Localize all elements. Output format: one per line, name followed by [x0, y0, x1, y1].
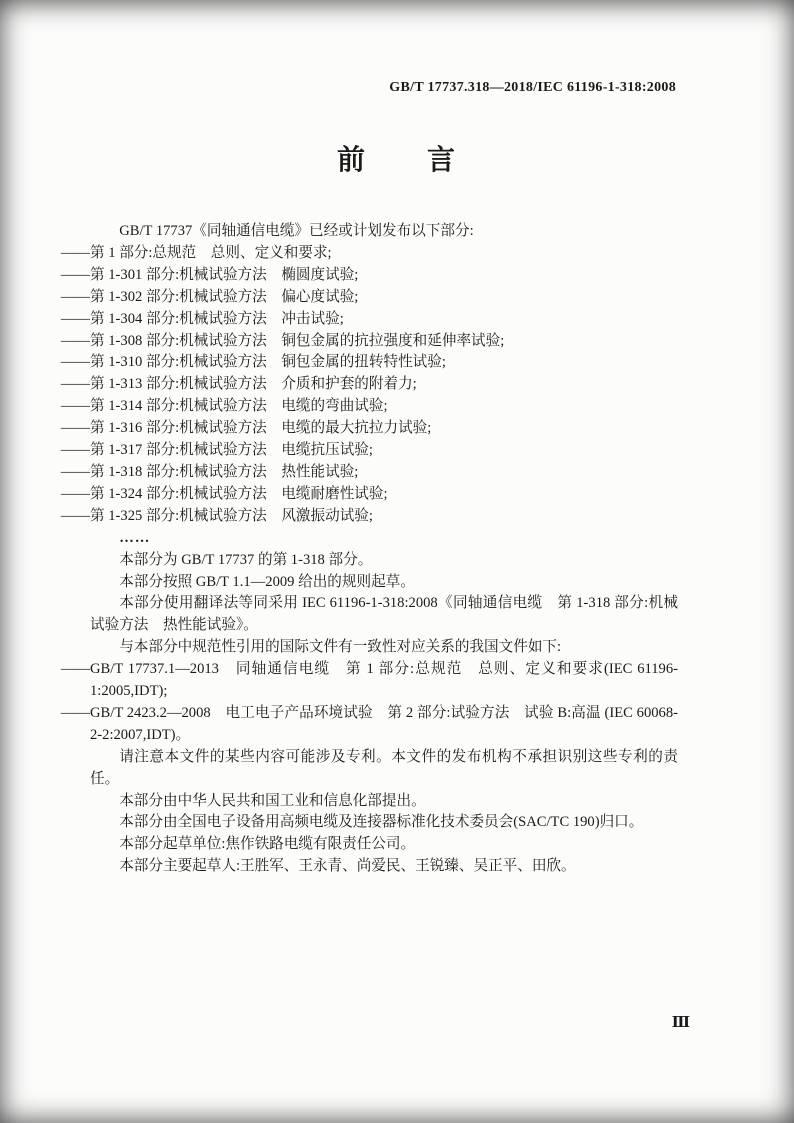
paragraph-drafting-rules: 本部分按照 GB/T 1.1—2009 给出的规则起草。 [119, 573, 415, 590]
paragraph-translation: 本部分使用翻译法等同采用 IEC 61196-1-318:2008《同轴通信电缆 第 1-318 部分:机械试验方法 热性能试验》。 [90, 595, 678, 634]
paragraph-patent-notice: 请注意本文件的某些内容可能涉及专利。本文件的发布机构不承担识别这些专利的责任。 [90, 748, 678, 787]
list-item-part-1-324: ——第 1-324 部分:机械试验方法 电缆耐磨性试验; [60, 485, 388, 502]
ellipsis-line: …… [119, 529, 151, 546]
list-item-part-1-302: ——第 1-302 部分:机械试验方法 偏心度试验; [60, 288, 359, 305]
paragraph-main-drafters: 本部分主要起草人:王胜军、王永青、尚爱民、王锐臻、吴正平、田欣。 [119, 858, 576, 875]
list-item-part-1-313: ——第 1-313 部分:机械试验方法 介质和护套的附着力; [60, 376, 417, 393]
list-item-part-1-308: ——第 1-308 部分:机械试验方法 铜包金属的抗拉强度和延伸率试验; [60, 332, 505, 349]
document-body [60, 221, 678, 878]
list-item-part-1-325: ——第 1-325 部分:机械试验方法 风激振动试验; [60, 507, 373, 524]
reference-item-gbt-17737-1: ——GB/T 17737.1—2013 同轴通信电缆 第 1 部分:总规范 总则、定义和要求(IEC 61196-1:2005,IDT); [60, 661, 678, 700]
list-item-part-1-301: ——第 1-301 部分:机械试验方法 椭圆度试验; [60, 266, 359, 283]
list-item-part-1-317: ——第 1-317 部分:机械试验方法 电缆抗压试验; [60, 442, 373, 459]
paragraph-centralized-by: 本部分由全国电子设备用高频电缆及连接器标准化技术委员会(SAC/TC 190)归口。 [119, 814, 644, 831]
reference-item-gbt-2423-2: ——GB/T 2423.2—2008 电工电子产品环境试验 第 2 部分:试验方法 试验 B:高温 (IEC 60068-2-2:2007,IDT)。 [60, 704, 678, 743]
page-number: Ⅲ [671, 1015, 690, 1031]
page-title: 前 言 [336, 145, 457, 176]
standard-code-header: GB/T 17737.318—2018/IEC 61196-1-318:2008 [389, 80, 676, 95]
paragraph-proposed-by: 本部分由中华人民共和国工业和信息化部提出。 [119, 792, 426, 809]
list-item-part-1: ——第 1 部分:总规范 总则、定义和要求; [60, 244, 332, 261]
paragraph-drafting-unit: 本部分起草单位:焦作铁路电缆有限责任公司。 [119, 836, 416, 853]
list-item-part-1-316: ——第 1-316 部分:机械试验方法 电缆的最大抗拉力试验; [60, 420, 432, 437]
list-item-part-1-304: ——第 1-304 部分:机械试验方法 冲击试验; [60, 310, 344, 327]
list-item-part-1-310: ——第 1-310 部分:机械试验方法 铜包金属的扭转特性试验; [60, 354, 446, 371]
list-item-part-1-318: ——第 1-318 部分:机械试验方法 热性能试验; [60, 463, 359, 480]
paragraph-correspondence: 与本部分中规范性引用的国际文件有一致性对应关系的我国文件如下: [119, 639, 562, 656]
paragraph-part-statement: 本部分为 GB/T 17737 的第 1-318 部分。 [119, 551, 373, 568]
list-item-part-1-314: ——第 1-314 部分:机械试验方法 电缆的弯曲试验; [60, 398, 388, 415]
intro-paragraph: GB/T 17737《同轴通信电缆》已经或计划发布以下部分: [119, 223, 474, 239]
